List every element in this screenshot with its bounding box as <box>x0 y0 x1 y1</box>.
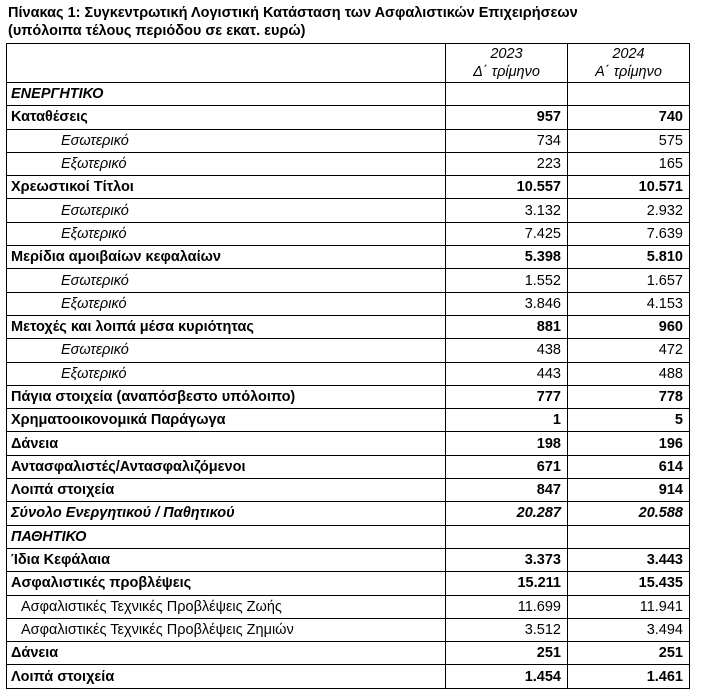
row-label: Λοιπά στοιχεία <box>7 479 446 502</box>
value-2024 <box>568 525 690 548</box>
header-period: Α΄ τρίμηνο <box>595 64 662 80</box>
value-2023: 15.211 <box>446 572 568 595</box>
value-2024 <box>568 83 690 106</box>
row-label: Καταθέσεις <box>7 106 446 129</box>
row-label: Εσωτερικό <box>7 269 446 292</box>
table-row <box>7 106 690 129</box>
table-row <box>7 222 690 245</box>
value-2023: 7.425 <box>446 222 568 245</box>
table-row <box>7 199 690 222</box>
table-row <box>7 642 690 665</box>
value-2024: 614 <box>568 455 690 478</box>
value-2023: 777 <box>446 385 568 408</box>
value-2024: 5.810 <box>568 246 690 269</box>
value-2024: 575 <box>568 129 690 152</box>
row-label: Ασφαλιστικές Τεχνικές Προβλέψεις Ζημιών <box>7 618 446 641</box>
value-2023: 957 <box>446 106 568 129</box>
table-row <box>7 83 690 106</box>
value-2024: 10.571 <box>568 176 690 199</box>
value-2023 <box>446 83 568 106</box>
row-label: Εσωτερικό <box>7 129 446 152</box>
table-row <box>7 502 690 525</box>
value-2024: 488 <box>568 362 690 385</box>
row-label: Εσωτερικό <box>7 199 446 222</box>
row-label: Δάνεια <box>7 432 446 455</box>
balance-sheet-table <box>6 43 690 689</box>
table-row <box>7 665 690 688</box>
value-2024: 740 <box>568 106 690 129</box>
value-2023: 1 <box>446 409 568 432</box>
row-label: Λοιπά στοιχεία <box>7 665 446 688</box>
value-2024: 5 <box>568 409 690 432</box>
table-row <box>7 618 690 641</box>
value-2023: 881 <box>446 315 568 338</box>
row-label: Εξωτερικό <box>7 292 446 315</box>
row-label: Δάνεια <box>7 642 446 665</box>
header-year: 2024 <box>612 46 645 62</box>
header-col-2023 <box>446 44 568 83</box>
value-2023: 1.454 <box>446 665 568 688</box>
value-2024: 1.657 <box>568 269 690 292</box>
table-row <box>7 455 690 478</box>
value-2024: 4.153 <box>568 292 690 315</box>
table-title: Πίνακας 1: Συγκεντρωτική Λογιστική Κατάσταση των Ασφαλιστικών Επιχειρήσεων <box>8 5 578 21</box>
value-2024: 251 <box>568 642 690 665</box>
row-label: Αντασφαλιστές/Αντασφαλιζόμενοι <box>7 455 446 478</box>
value-2023: 3.512 <box>446 618 568 641</box>
value-2023: 671 <box>446 455 568 478</box>
table-row <box>7 292 690 315</box>
value-2023: 847 <box>446 479 568 502</box>
header-year: 2023 <box>490 46 523 62</box>
row-label: ΕΝΕΡΓΗΤΙΚΟ <box>7 83 446 106</box>
table-row <box>7 525 690 548</box>
value-2024: 472 <box>568 339 690 362</box>
value-2024: 3.443 <box>568 548 690 571</box>
value-2023: 20.287 <box>446 502 568 525</box>
table-row <box>7 339 690 362</box>
table-row <box>7 595 690 618</box>
table-row <box>7 362 690 385</box>
table-row <box>7 409 690 432</box>
value-2023: 251 <box>446 642 568 665</box>
row-label: Πάγια στοιχεία (αναπόσβεστο υπόλοιπο) <box>7 385 446 408</box>
header-col-2024 <box>568 44 690 83</box>
table-row <box>7 246 690 269</box>
value-2024: 3.494 <box>568 618 690 641</box>
value-2024: 165 <box>568 152 690 175</box>
value-2024: 778 <box>568 385 690 408</box>
value-2023 <box>446 525 568 548</box>
table-row <box>7 548 690 571</box>
table-row <box>7 315 690 338</box>
header-period: Δ΄ τρίμηνο <box>473 64 540 80</box>
value-2023: 438 <box>446 339 568 362</box>
row-label: Εξωτερικό <box>7 222 446 245</box>
value-2023: 734 <box>446 129 568 152</box>
row-label: Μετοχές και λοιπά μέσα κυριότητας <box>7 315 446 338</box>
row-label: ΠΑΘΗΤΙΚΟ <box>7 525 446 548</box>
value-2023: 198 <box>446 432 568 455</box>
value-2024: 914 <box>568 479 690 502</box>
row-label: Ασφαλιστικές προβλέψεις <box>7 572 446 595</box>
table-row <box>7 269 690 292</box>
table-row <box>7 176 690 199</box>
value-2024: 15.435 <box>568 572 690 595</box>
value-2023: 11.699 <box>446 595 568 618</box>
row-label: Ίδια Κεφάλαια <box>7 548 446 571</box>
value-2024: 7.639 <box>568 222 690 245</box>
value-2024: 2.932 <box>568 199 690 222</box>
value-2024: 196 <box>568 432 690 455</box>
table-row <box>7 432 690 455</box>
table-row <box>7 479 690 502</box>
row-label: Εξωτερικό <box>7 362 446 385</box>
value-2023: 223 <box>446 152 568 175</box>
row-label: Χρηματοοικονομικά Παράγωγα <box>7 409 446 432</box>
table-row <box>7 129 690 152</box>
table-subtitle: (υπόλοιπα τέλους περιόδου σε εκατ. ευρώ) <box>8 23 306 39</box>
value-2023: 1.552 <box>446 269 568 292</box>
value-2023: 3.846 <box>446 292 568 315</box>
value-2023: 3.132 <box>446 199 568 222</box>
value-2023: 443 <box>446 362 568 385</box>
value-2024: 20.588 <box>568 502 690 525</box>
row-label: Ασφαλιστικές Τεχνικές Προβλέψεις Ζωής <box>7 595 446 618</box>
value-2023: 3.373 <box>446 548 568 571</box>
row-label: Σύνολο Ενεργητικού / Παθητικού <box>7 502 446 525</box>
value-2023: 5.398 <box>446 246 568 269</box>
value-2024: 11.941 <box>568 595 690 618</box>
value-2024: 960 <box>568 315 690 338</box>
row-label: Εσωτερικό <box>7 339 446 362</box>
row-label: Χρεωστικοί Τίτλοι <box>7 176 446 199</box>
row-label: Μερίδια αμοιβαίων κεφαλαίων <box>7 246 446 269</box>
value-2023: 10.557 <box>446 176 568 199</box>
table-row <box>7 572 690 595</box>
table-row <box>7 385 690 408</box>
table-row <box>7 152 690 175</box>
header-label-cell <box>7 44 446 83</box>
header-row <box>7 44 690 83</box>
value-2024: 1.461 <box>568 665 690 688</box>
row-label: Εξωτερικό <box>7 152 446 175</box>
